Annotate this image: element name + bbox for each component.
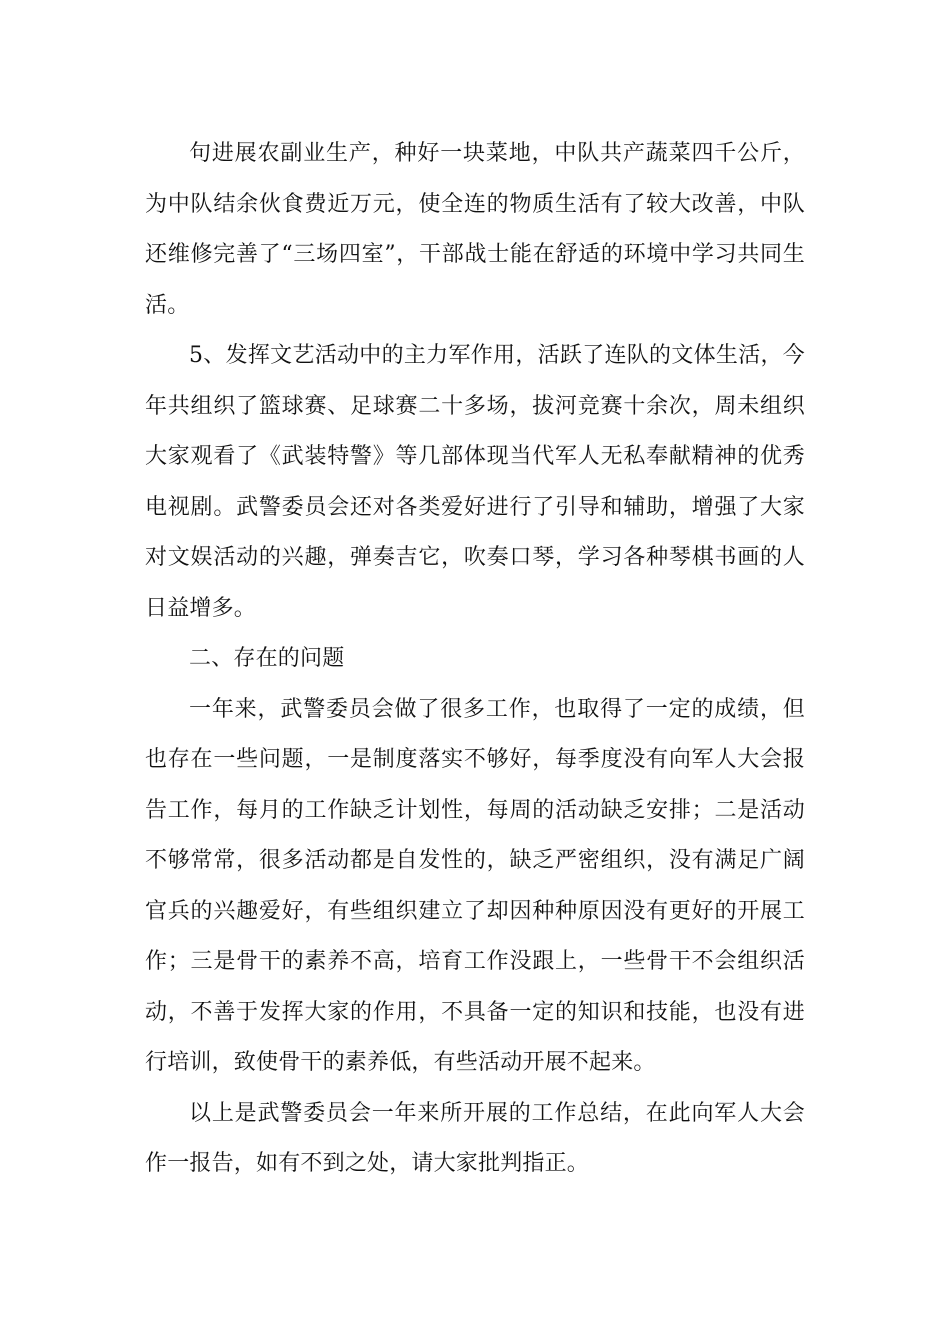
paragraph-problems: 一年来，武警委员会做了很多工作，也取得了一定的成绩，但也存在一些问题，一是制度落实不够好，每季度没有向军人大会报告工作，每月的工作缺乏计划性，每周的活动缺乏安排；二是活动不够常常，很多活动都是自发性的，缺乏严密组织，没有满足广阔官兵的兴趣爱好，有些组织建立了却因种种原因没有更好的开展工作；三是骨干的素养不高，培育工作没跟上，一些骨干不会组织活动，不善于发挥大家的作用，不具备一定的知识和技能，也没有进行培训，致使骨干的素养低，有些活动开展不起来。 [145,696,805,1075]
paragraph-arts-activities: 5、发挥文艺活动中的主力军作用，活跃了连队的文体生活，今年共组织了篮球赛、足球赛二十多场，拔河竞赛十余次，周未组织大家观看了《武装特警》等几部体现当代军人无私奉献精神的优秀电视剧。武警委员会还对各类爱好进行了引导和辅助，增强了大家对文娱活动的兴趣，弹奏吉它，吹奏口琴，学习各种琴棋书画的人日益增多。 [145,343,805,621]
paragraph-conclusion: 以上是武警委员会一年来所开展的工作总结，在此向军人大会作一报告，如有不到之处，请大家批判指正。 [145,1100,805,1176]
paragraph-farming: 句进展农副业生产，种好一块菜地，中队共产蔬菜四千公斤，为中队结余伙食费近万元，使全连的物质生活有了较大改善，中队还维修完善了“三场四室”，干部战士能在舒适的环境中学习共同生活。 [145,141,805,318]
section-heading-problems: 二、存在的问题 [189,646,345,671]
document-body [145,129,805,1190]
